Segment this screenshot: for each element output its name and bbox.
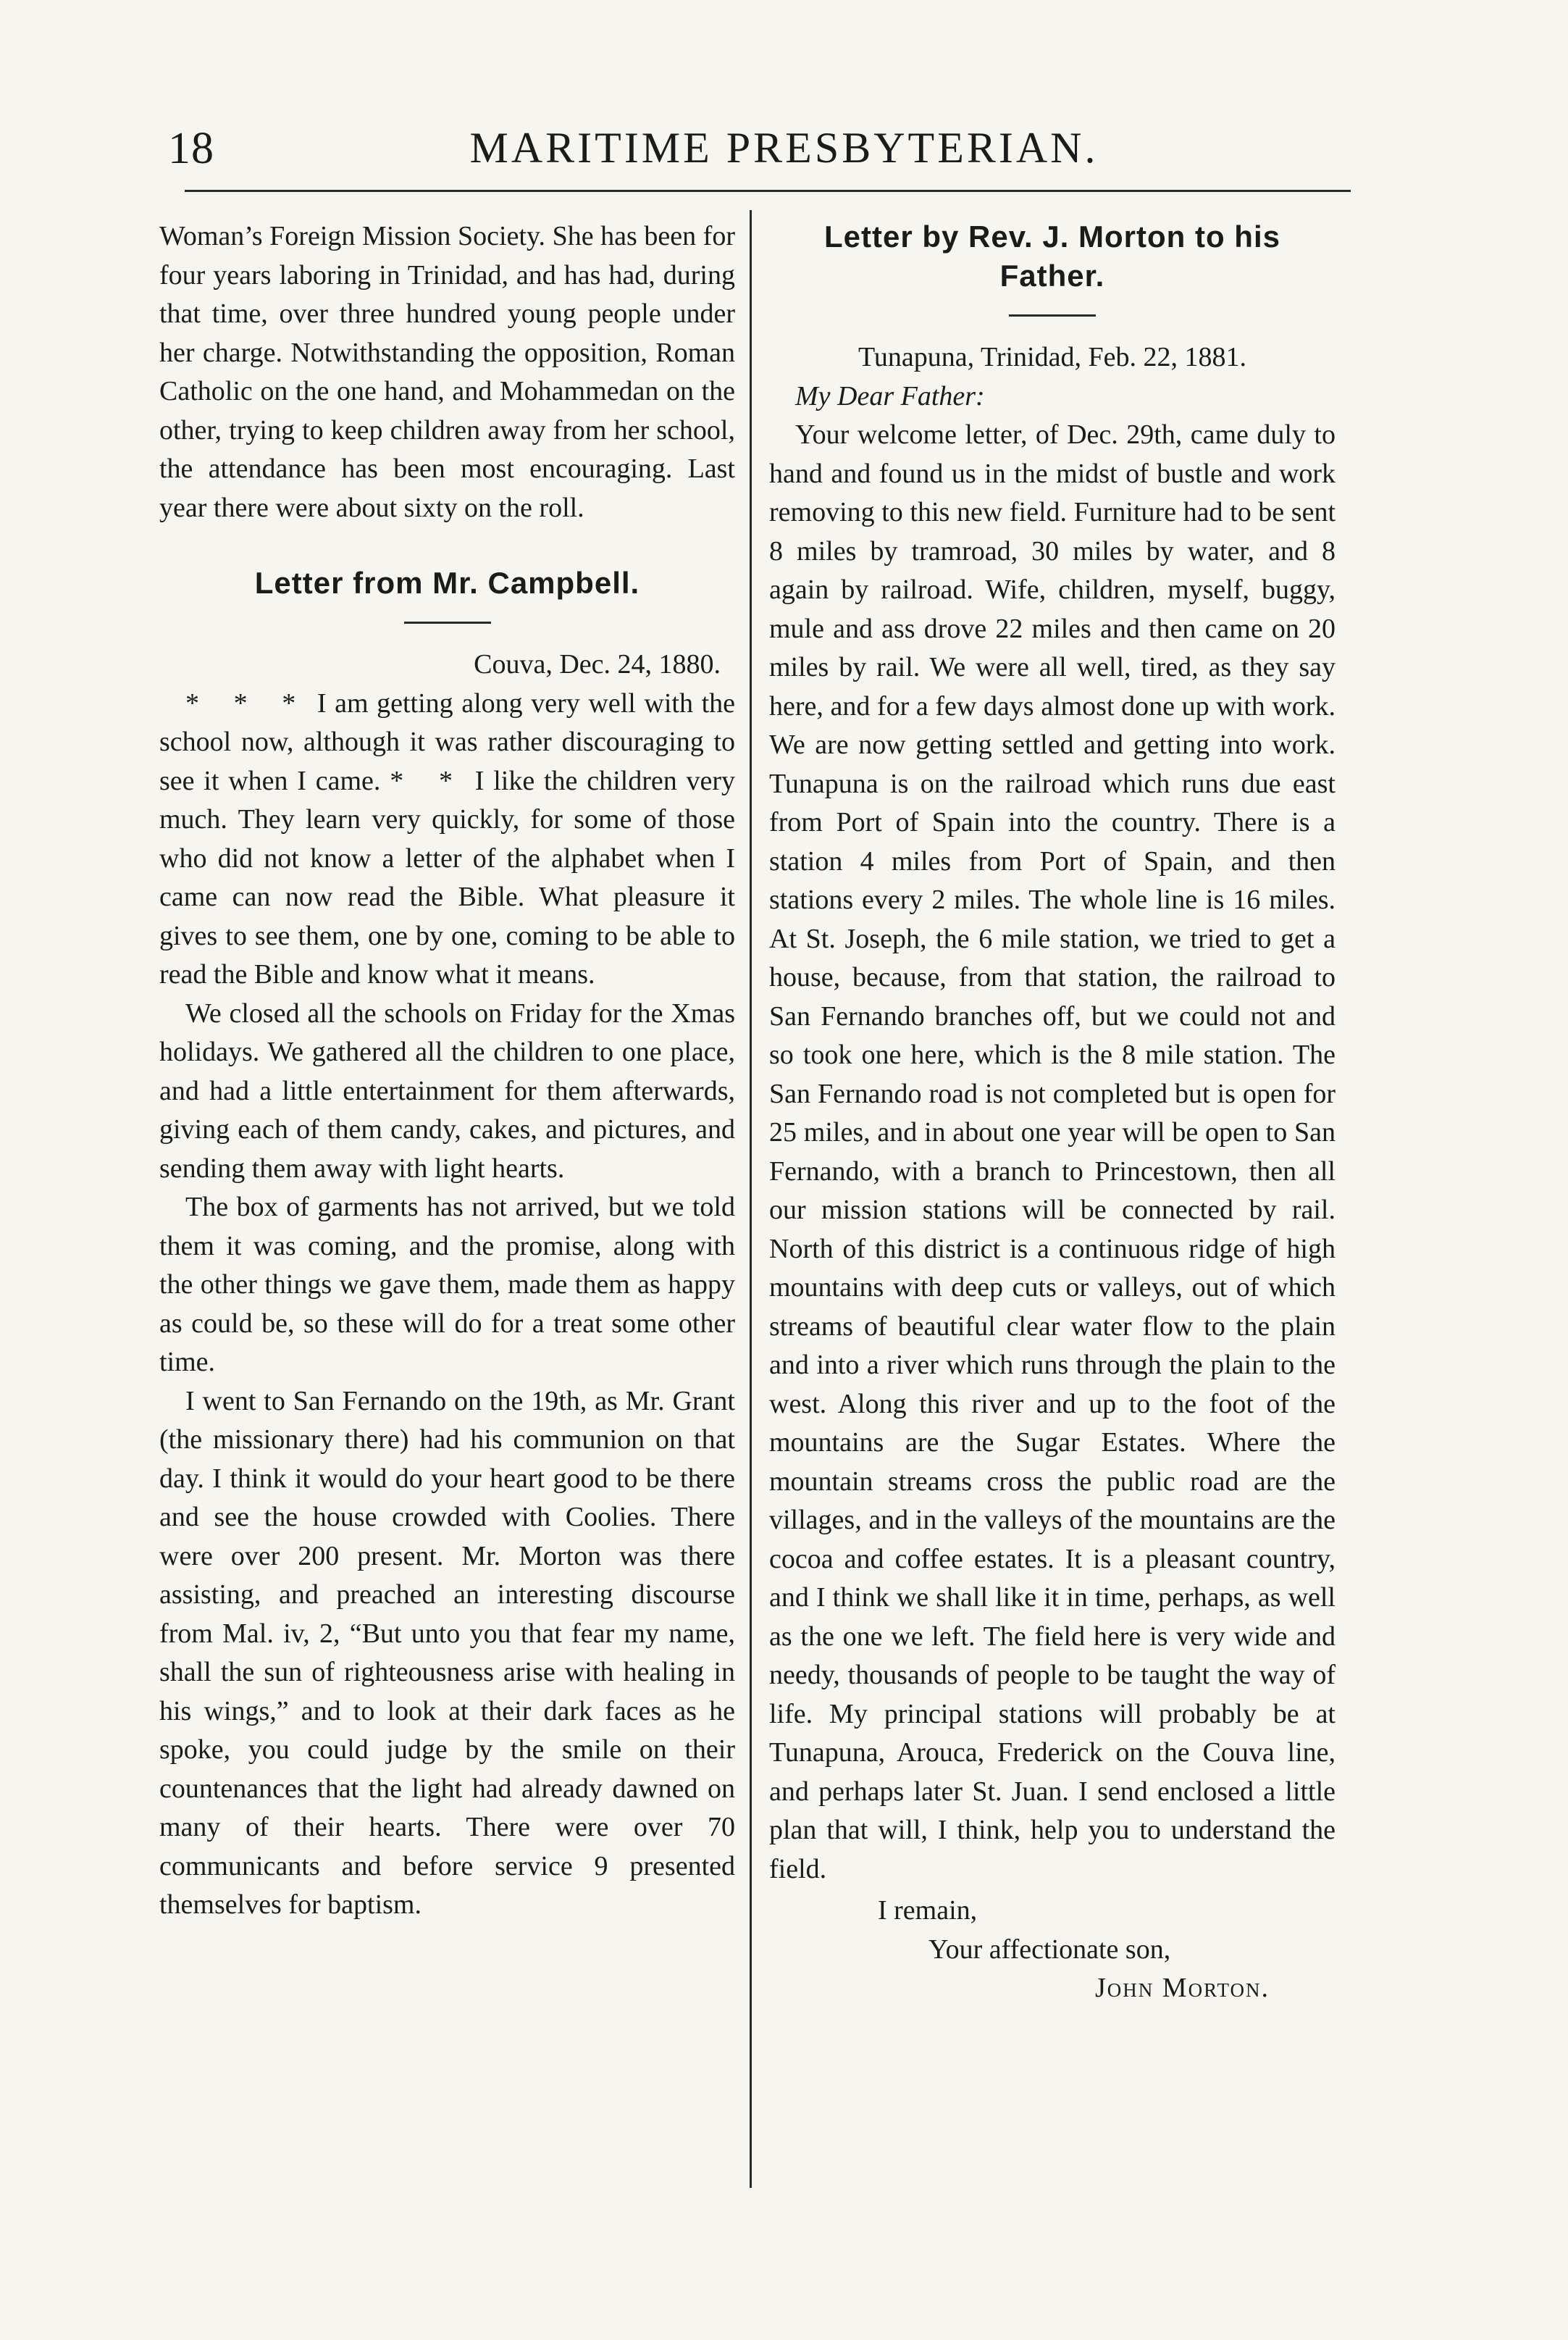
- header-rule: [185, 190, 1351, 192]
- signature-name: John Morton.: [1095, 1973, 1270, 2003]
- morton-salutation: My Dear Father:: [795, 380, 985, 411]
- heading-rule-right: [1009, 314, 1096, 317]
- campbell-paragraph-2: We closed all the schools on Friday for the Xmas holidays. We gathered all the children to one place, and had a little entertainment for them afterwards, giving each of them candy, cakes, and pictures, and sending them away with light hearts.: [159, 998, 735, 1184]
- campbell-paragraph-1b: I like the children very much. They learn very quickly, for some of those who did not know a letter of the alphabet when I came can now read the Bible. What pleasure it gives to see them, one by one, coming to be able to read the Bible and know what it means.: [159, 765, 736, 990]
- campbell-paragraph-4: I went to San Fernando on the 19th, as Mr. Grant (the missionary there) had his communion on that day. I think it would do your heart good to be there and see the house crowded with Coolies. There were over 200 present. Mr. Morton was there assisting, and preached an interesting discourse from Mal. iv, 2, “But unto you that fear my name, shall the sun of righteousness arise with healing in his wings,” and to look at their dark faces as he spoke, you could judge by the smile on their countenances that the light had already dawned on many of their hearts. There were over 70 communicants and before service 9 presented themselves for baptism.: [159, 1385, 735, 1920]
- ellipsis-stars-mid: * *: [390, 765, 466, 796]
- campbell-letter-heading: Letter from Mr. Campbell.: [254, 566, 640, 600]
- signature-block: [769, 1892, 1336, 2008]
- campbell-paragraph-1: [159, 685, 735, 995]
- closing-remain: I remain,: [878, 1895, 978, 1926]
- intro-paragraph: Woman’s Foreign Mission Society. She has been for four years laboring in Trinidad, and has had, during that time, over three hundred young people under her charge. Notwithstanding the opposition, Roman Catholic on the one hand, and Mohammedan on the other, trying to keep children away from her school, the attendance has been most encouraging. Last year there were about sixty on the roll.: [159, 221, 735, 523]
- closing-affectionate: Your affectionate son,: [928, 1934, 1171, 1965]
- campbell-dateline: Couva, Dec. 24, 1880.: [474, 649, 721, 680]
- running-title: MARITIME PRESBYTERIAN.: [469, 124, 1099, 172]
- campbell-paragraph-1a: I am getting along very well with the school now, although it was rather discouraging to see it when I came.: [159, 688, 736, 796]
- heading-rule: [404, 622, 491, 624]
- ellipsis-stars: * * *: [185, 688, 309, 719]
- page-number: 18: [168, 124, 214, 173]
- morton-dateline: Tunapuna, Trinidad, Feb. 22, 1881.: [858, 342, 1246, 372]
- left-column: [159, 217, 735, 1925]
- page-header: [0, 109, 1568, 188]
- campbell-paragraph-3: The box of garments has not arrived, but we told them it was coming, and the promise, along with the other things we gave them, made them as happy as could be, so these will do for a treat some other time.: [159, 1192, 735, 1377]
- morton-letter-body: Your welcome letter, of Dec. 29th, came duly to hand and found us in the midst of bustle and work removing to this new field. Furniture had to be sent 8 miles by tramroad, 30 miles by water, and 8 again by railroad. Wife, children, myself, buggy, mule and ass drove 22 miles and then came on 20 miles by rail. We were all well, tired, as they say here, and for a few days almost done up with work. We are now getting settled and getting into work. Tunapuna is on the railroad which runs due east from Port of Spain into the country. There is a station 4 miles from Port of Spain, and then stations every 2 miles. The whole line is 16 miles. At St. Joseph, the 6 mile station, we tried to get a house, because, from that station, the railroad to San Fernando branches off, but we could not and so took one here, which is the 8 mile station. The San Fernando road is not completed but is open for 25 miles, and in about one year will be open to San Fernando, with a branch to Princestown, then all our mission stations will be connected by rail. North of this district is a continuous ridge of high mountains with deep cuts or valleys, out of which streams of beautiful clear water flow to the plain and into a river which runs through the plain to the west. Along this river and up to the foot of the mountains are the Sugar Estates. Where the mountain streams cross the public road are the villages, and in the valleys of the mountains are the cocoa and coffee estates. It is a pleasant country, and I think we shall like it in time, perhaps, as well as the one we left. The field here is very wide and needy, thousands of people to be taught the way of life. My principal stations will probably be at Tunapuna, Arouca, Frederick on the Couva line, and perhaps later St. Juan. I send enclosed a little plan that will, I think, help you to understand the field.: [769, 419, 1336, 1884]
- right-column: [769, 217, 1336, 2008]
- morton-letter-heading: Letter by Rev. J. Morton to his Father.: [824, 220, 1280, 293]
- column-divider: [750, 210, 752, 2188]
